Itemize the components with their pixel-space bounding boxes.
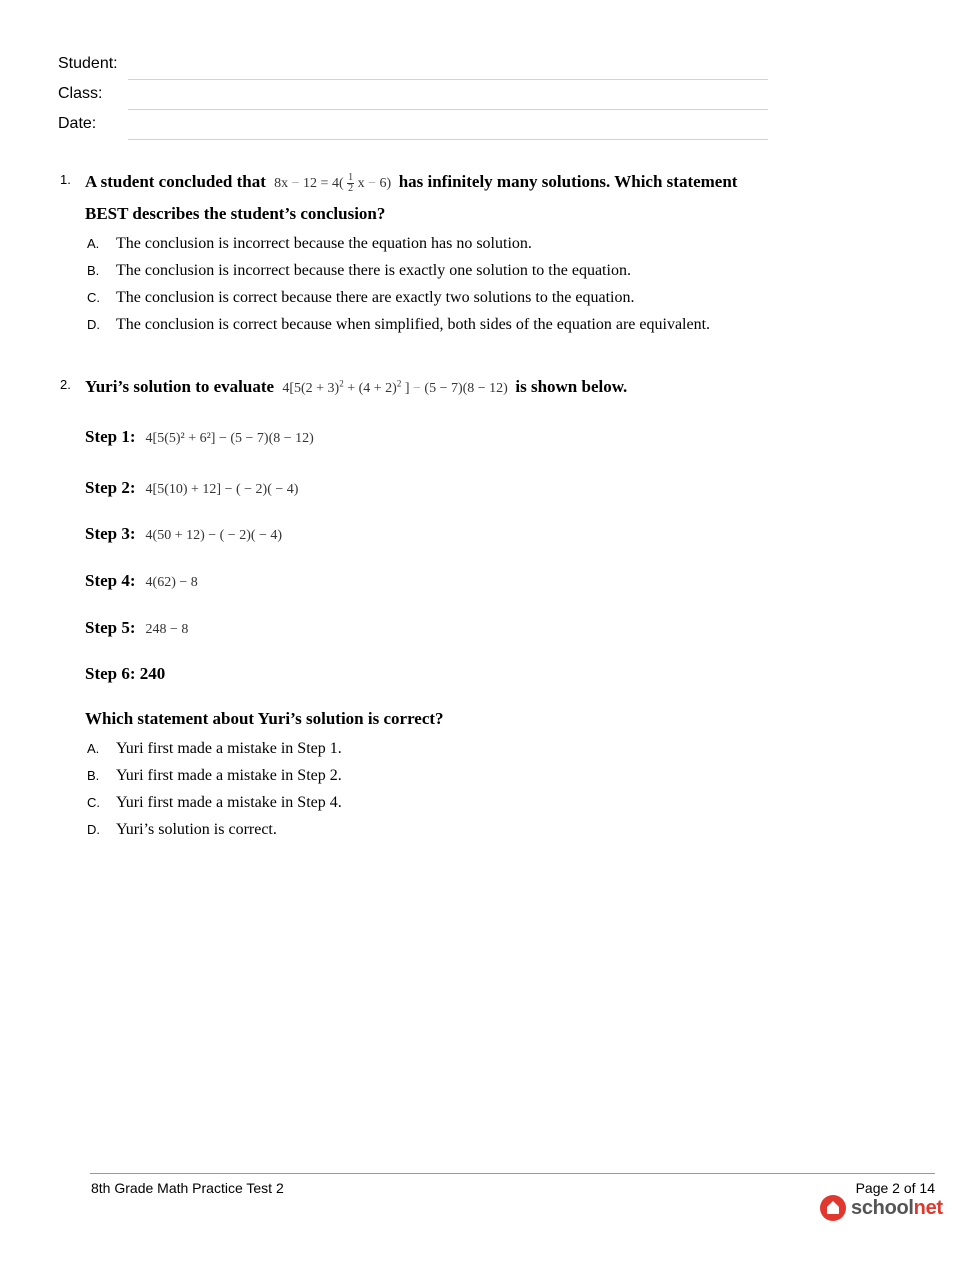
footer-page-number: Page 2 of 14 [855,1180,935,1196]
question-1-stem-start: A student concluded that [85,172,266,191]
question-2-stem-end: is shown below. [515,377,628,396]
step-label: Step 2: [85,478,136,497]
q2-option-c-letter: C. [87,795,100,810]
footer-divider [90,1173,935,1174]
question-2-stem-start: Yuri’s solution to evaluate [85,377,275,396]
logo-text-net: net [913,1196,943,1219]
question-2-stem [85,377,627,397]
class-label: Class: [58,85,103,102]
step-label: Step 6: 240 [85,664,166,683]
expr-exponent: 2 [396,378,402,389]
expr-main: 4[5(2 + 3) [282,381,340,396]
q2-option-a-letter: A. [87,741,100,756]
q1-option-a[interactable]: The conclusion is incorrect because the equation has no solution. [116,235,532,252]
question-2-expression [282,378,511,396]
student-label: Student: [58,55,118,72]
expr-exponent: 2 [339,378,344,389]
eq-mid: 12 = 4( [303,176,344,191]
schoolnet-logo [820,1195,943,1221]
q1-option-c[interactable]: The conclusion is correct because there are exactly two solutions to the equation. [116,289,635,306]
q2-option-d-letter: D. [87,822,100,837]
footer-test-title: 8th Grade Math Practice Test 2 [91,1180,284,1196]
expr-tail: (5 − 7)(8 − 12) [424,381,508,396]
q1-option-b-letter: B. [87,263,100,278]
step-label: Step 4: [85,571,136,590]
step-3 [85,524,286,544]
house-icon [820,1195,846,1221]
expr-plus: + (4 + 2) [347,381,397,396]
question-2-number: 2. [60,377,71,392]
q1-option-a-letter: A. [87,236,100,251]
step-5 [85,618,192,638]
question-1-number: 1. [60,172,71,187]
q2-option-c[interactable]: Yuri first made a mistake in Step 4. [116,794,342,811]
fraction-numerator: 1 [348,172,354,184]
logo-text-school: school [851,1196,914,1219]
fraction-denominator: 2 [348,183,354,195]
class-field[interactable] [128,109,768,110]
eq-minus: − [291,176,300,191]
q2-option-d[interactable]: Yuri’s solution is correct. [116,821,277,838]
q1-option-b[interactable]: The conclusion is incorrect because there is exactly one solution to the equation. [116,262,631,279]
question-1-equation [274,172,395,195]
student-field[interactable] [128,79,768,80]
eq-minus: − [368,176,377,191]
step-label: Step 1: [85,427,136,446]
step-4 [85,571,202,591]
eq-end: 6) [379,176,392,191]
q2-option-a[interactable]: Yuri first made a mistake in Step 1. [116,740,342,757]
step-1 [85,427,318,447]
logo-text [851,1197,943,1220]
eq-left: 8x [274,176,289,191]
expr-minus: − [413,381,425,396]
step-6 [85,664,171,684]
eq-x: x [357,176,365,191]
step-expression: 4[5(10) + 12] − ( − 2)( − 4) [145,482,299,497]
q1-option-c-letter: C. [87,290,100,305]
step-expression: 248 − 8 [145,622,189,637]
step-label: Step 5: [85,618,136,637]
question-1-stem-end: has infinitely many solutions. Which statement [398,172,738,191]
step-expression: 4[5(5)² + 6²] − (5 − 7)(8 − 12) [145,431,314,446]
q1-option-d[interactable]: The conclusion is correct because when simplified, both sides of the equation are equivalent. [116,316,711,333]
eq-fraction [347,173,354,194]
step-expression: 4(50 + 12) − ( − 2)( − 4) [145,528,283,543]
q2-option-b[interactable]: Yuri first made a mistake in Step 2. [116,767,342,784]
expr-close: ] [404,381,410,396]
question-1-stem-line2: BEST describes the student’s conclusion? [85,204,386,223]
step-2 [85,478,302,498]
question-1-stem [85,172,737,194]
question-2-prompt: Which statement about Yuri’s solution is correct? [85,709,444,728]
step-label: Step 3: [85,524,136,543]
date-label: Date: [58,115,97,132]
q1-option-d-letter: D. [87,317,100,332]
step-expression: 4(62) − 8 [145,575,198,590]
date-field[interactable] [128,139,768,140]
q2-option-b-letter: B. [87,768,100,783]
